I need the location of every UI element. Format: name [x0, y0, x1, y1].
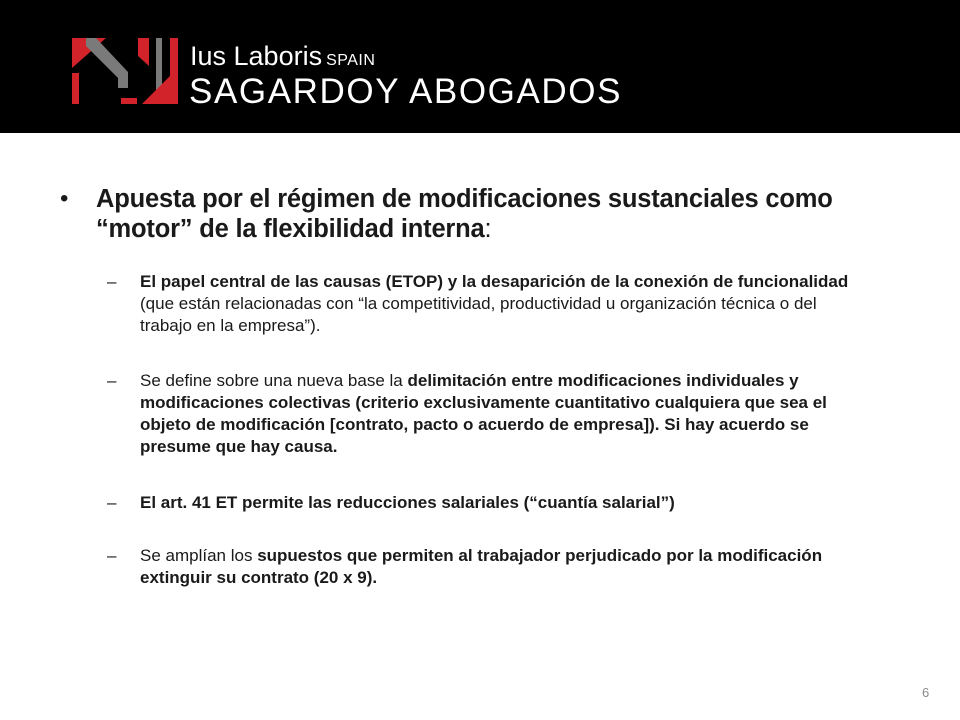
sub-bullet-bold: delimitación entre modificaciones individuales y modificaciones colectivas (criterio exclusivamente cuantitativo cualquiera que sea el objeto de modificación [contrato, pacto o acuerdo de empresa]). Si hay acuerdo se presume que hay causa.: [140, 371, 827, 456]
sub-bullet-1: [107, 271, 867, 337]
brand-ius-laboris: Ius Laboris: [190, 41, 323, 71]
bullet-marker: •: [60, 185, 69, 212]
sub-bullet-text: [140, 545, 867, 589]
sub-bullet-bold: supuestos que permiten al trabajador perjudicado por la modificación extinguir su contrato (20 x 9).: [140, 546, 823, 587]
dash-marker: –: [107, 272, 117, 291]
sub-bullet-bold: El papel central de las causas (ETOP) y la desaparición de la conexión de funcionalidad: [140, 272, 849, 291]
dash-marker: –: [107, 371, 117, 390]
sub-bullet-3: [107, 492, 867, 514]
sub-bullet-text: [140, 370, 867, 458]
main-bullet: [60, 184, 860, 244]
sub-bullet-plain: (que están relacionadas con “la competitividad, productividad u organización técnica o del trabajo en la empresa”).: [140, 294, 817, 335]
sub-bullet-plain: Se amplían los: [140, 546, 258, 565]
sub-bullet-4: [107, 545, 867, 589]
dash-marker: –: [107, 546, 117, 565]
brand-spain: SPAIN: [326, 52, 376, 69]
main-bullet-tail: :: [484, 215, 492, 243]
dash-marker: –: [107, 493, 117, 512]
sub-bullet-2: [107, 370, 867, 458]
sub-bullet-text: [140, 492, 675, 514]
main-bullet-text: [96, 184, 860, 244]
main-bullet-bold: Apuesta por el régimen de modificaciones sustanciales como “motor” de la flexibilidad interna: [96, 185, 833, 243]
sub-bullet-bold: El art. 41 ET permite las reducciones salariales (“cuantía salarial”): [140, 493, 675, 512]
page-number: 6: [922, 685, 930, 700]
sub-bullet-plain: Se define sobre una nueva base la: [140, 371, 408, 390]
brand-name-line2: SAGARDOY ABOGADOS: [189, 72, 623, 111]
sub-bullet-text: [140, 271, 867, 337]
